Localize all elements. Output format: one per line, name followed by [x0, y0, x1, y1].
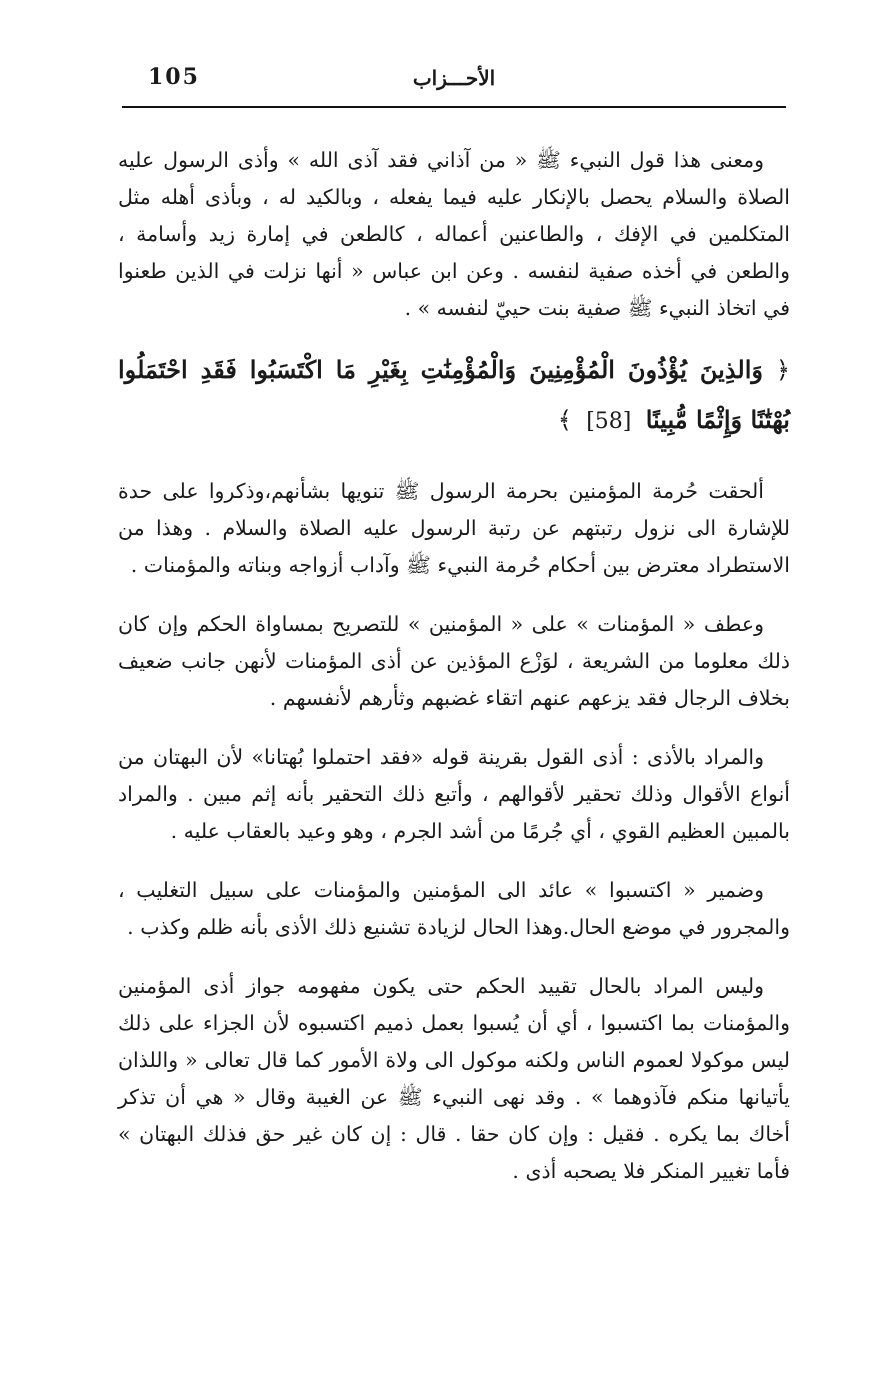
running-title: الأحـــزاب	[412, 66, 496, 90]
page-number: 105	[148, 64, 200, 90]
paragraph-6: وليس المراد بالحال تقييد الحكم حتى يكون مفهومه جواز أذى المؤمنين والمؤمنات بما اكتسبوا ، أي أن يُسبوا بعمل ذميم اكتسبوه لأن الجزاء على ذلك ليس موكولا لعموم الناس ولكنه موكول الى ولاة الأمور كما قال تعالى « واللذان يأتيانها منكم فآذوهما » . وقد نهى النبيء ﷺ عن الغيبة وقال « هي أن تذكر أخاك بما يكره . فقيل : وإن كان حقا . قال : إن كان غير حق فذلك البهتان » فأما تغيير المنكر فلا يصحبه أذى .	[118, 974, 790, 1183]
page-body	[118, 142, 790, 1212]
quran-verse	[118, 345, 790, 447]
header-rule	[122, 106, 786, 108]
paragraph-1: ومعنى هذا قول النبيء ﷺ « من آذاني فقد آذى الله » وأذى الرسول عليه الصلاة والسلام يحصل بالإنكار عليه فيما يفعله ، وبالكيد له ، وبأذى أهله مثل المتكلمين في الإفك ، والطاعنين أعماله ، كالطعن في إمارة زيد وأسامة ، والطعن في أخذه صفية لنفسه . وعن ابن عباس « أنها نزلت في الذين طعنوا في اتخاذ النبيء ﷺ صفية بنت حييّ لنفسه » .	[118, 148, 790, 320]
paragraph-2: ألحقت حُرمة المؤمنين بحرمة الرسول ﷺ تنويها بشأنهم،وذكروا على حدة للإشارة الى نزول رتبتهم عن رتبة الرسول عليه الصلاة والسلام . وهذا من الاستطراد معترض بين أحكام حُرمة النبيء ﷺ وآداب أزواجه وبناته والمؤمنات .	[118, 479, 790, 577]
paragraph-5: وضمير « اكتسبوا » عائد الى المؤمنين والمؤمنات على سبيل التغليب ، والمجرور في موضع الحال.وهذا الحال لزيادة تشنيع ذلك الأذى بأنه ظلم وكذب .	[118, 878, 790, 939]
paragraph-3: وعطف « المؤمنات » على « المؤمنين » للتصريح بمساواة الحكم وإن كان ذلك معلوما من الشريعة ، لوَزْع المؤذين عن أذى المؤمنات لأنهن جانب ضعيف بخلاف الرجال فقد يزعهم عنهم اتقاء غضبهم وثأرهم لأنفسهم .	[118, 612, 790, 710]
verse-number: [58]	[586, 409, 632, 434]
paragraph-4: والمراد بالأذى : أذى القول بقرينة قوله «فقد احتملوا بُهتانا» لأن البهتان من أنواع الأقوال وذلك تحقير لأقوالهم ، وأتبع ذلك التحقير بأنه إثم مبين . والمراد بالمبين العظيم القوي ، أي جُرمًا من أشد الجرم ، وهو وعيد بالعقاب عليه .	[118, 745, 790, 843]
verse-text: وَالذِينَ يُؤْذُونَ الْمُؤْمِنِينَ وَالْمُؤْمِنَٰتِ بِغَيْرِ مَا اكْتَسَبُوا فَقَدِ احْتَمَلُوا بُهْتَٰنًا وَإِثْمًا مُّبِينًا	[118, 355, 790, 434]
page-header	[122, 62, 786, 102]
verse-close-bracket: ﴾	[557, 406, 572, 434]
verse-open-bracket: ﴿	[775, 356, 790, 384]
